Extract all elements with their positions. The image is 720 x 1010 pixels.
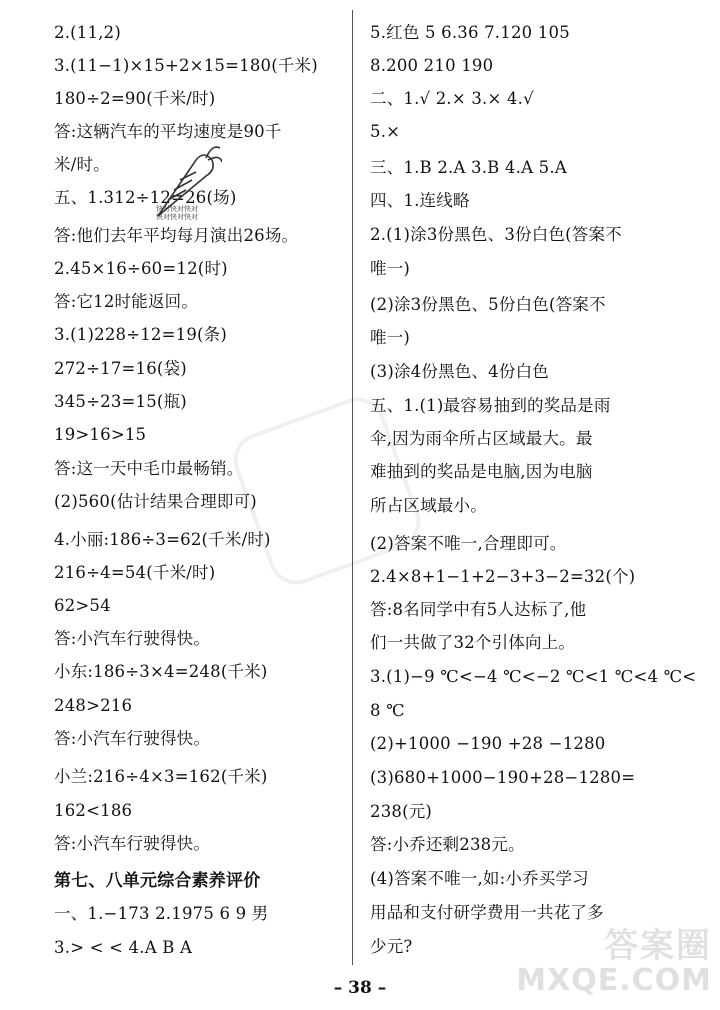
answer-line: (2)+1000 −190 +28 −1280 bbox=[370, 734, 606, 753]
corner-watermark-logo bbox=[516, 925, 712, 998]
answer-line: 3.(1)228÷12=19(条) bbox=[54, 325, 228, 344]
answer-line: 二、1.√ 2.× 3.× 4.√ bbox=[370, 89, 534, 108]
answer-line: (2)560(估计结果合理即可) bbox=[54, 492, 257, 511]
answer-line: 162<186 bbox=[54, 801, 133, 820]
watermark-line: 答案圈 bbox=[604, 925, 712, 966]
answer-line: (2)答案不唯一,合理即可。 bbox=[370, 534, 567, 553]
answer-line: 一、1.−173 2.1975 6 9 男 bbox=[54, 904, 269, 923]
answer-line: 3.(11−1)×15+2×15=180(千米) bbox=[54, 56, 318, 75]
answer-line: 180÷2=90(千米/时) bbox=[54, 89, 216, 108]
answer-line: 3.(1)−9 ℃<−4 ℃<−2 ℃<1 ℃<4 ℃< bbox=[370, 667, 697, 686]
answer-line: (3)涂4份黑色、4份白色 bbox=[370, 362, 549, 381]
stamp-text-line: 快对快对快对 bbox=[156, 205, 198, 213]
answer-line: 唯一) bbox=[370, 259, 411, 278]
answer-line: 答:它12时能返回。 bbox=[54, 292, 199, 311]
answer-line: (2)涂3份黑色、5份白色(答案不 bbox=[370, 295, 606, 314]
answer-line: 五、1.(1)最容易抽到的奖品是雨 bbox=[370, 396, 611, 415]
answer-line: 19>16>15 bbox=[54, 425, 147, 444]
page-number: – 38 – bbox=[333, 978, 387, 998]
answer-line: 答:8名同学中有5人达标了,他 bbox=[370, 600, 587, 619]
answer-line: 伞,因为雨伞所占区域最大。最 bbox=[370, 429, 593, 448]
answer-line: 2.45×16÷60=12(时) bbox=[54, 259, 228, 278]
answer-line: 答:小乔还剩238元。 bbox=[370, 835, 525, 854]
answer-line: 难抽到的奖品是电脑,因为电脑 bbox=[370, 462, 593, 481]
answer-line: 238(元) bbox=[370, 802, 433, 821]
answer-line: 5.× bbox=[370, 122, 401, 141]
answer-line: 小兰:216÷4×3=162(千米) bbox=[54, 767, 268, 786]
center-watermark-shape bbox=[226, 390, 429, 593]
answer-line: 米/时。 bbox=[54, 155, 110, 174]
answer-line: 所占区域最小。 bbox=[370, 496, 487, 515]
stamp-text-line: 快对快对快对 bbox=[156, 213, 198, 221]
watermark-line: MXQE.COM bbox=[516, 962, 712, 998]
answer-line: 2.(11,2) bbox=[54, 23, 121, 42]
answer-line: 少元? bbox=[370, 937, 413, 956]
answer-line: 四、1.连线略 bbox=[370, 191, 470, 210]
answer-line: 5.红色 5 6.36 7.120 105 bbox=[370, 23, 570, 42]
answer-line: 62>54 bbox=[54, 596, 111, 615]
answer-line: 三、1.B 2.A 3.B 4.A 5.A bbox=[370, 158, 567, 177]
answer-line: 五、1.312÷12=26(场) bbox=[54, 188, 237, 207]
answer-line: 答:小汽车行驶得快。 bbox=[54, 729, 211, 748]
answer-line: 216÷4=54(千米/时) bbox=[54, 563, 216, 582]
answer-line: 248>216 bbox=[54, 696, 133, 715]
answer-line: 小东:186÷3×4=248(千米) bbox=[54, 662, 268, 681]
answer-line: 答:他们去年平均每月演出26场。 bbox=[54, 226, 299, 245]
section-heading: 第七、八单元综合素养评价 bbox=[54, 871, 261, 891]
answer-line: 4.小丽:186÷3=62(千米/时) bbox=[54, 530, 271, 549]
answer-line: 答:小汽车行驶得快。 bbox=[54, 834, 211, 853]
answer-line: 345÷23=15(瓶) bbox=[54, 392, 187, 411]
answer-line: 272÷17=16(袋) bbox=[54, 359, 187, 378]
answer-line: 2.(1)涂3份黑色、3份白色(答案不 bbox=[370, 225, 622, 244]
answer-line: 8.200 210 190 bbox=[370, 56, 494, 75]
answer-line: 答:这一天中毛巾最畅销。 bbox=[54, 459, 244, 478]
answer-line: 用品和支付研学费用一共花了多 bbox=[370, 903, 604, 922]
answer-line: 唯一) bbox=[370, 328, 411, 347]
answer-line: 8 ℃ bbox=[370, 701, 405, 720]
stamp-label bbox=[156, 205, 198, 221]
answer-line: (4)答案不唯一,如:小乔买学习 bbox=[370, 869, 589, 888]
answer-line: 3.> < < 4.A B A bbox=[54, 938, 193, 957]
answer-line: 们一共做了32个引体向上。 bbox=[370, 633, 576, 652]
answer-line: (3)680+1000−190+28−1280= bbox=[370, 768, 636, 787]
answer-line: 2.4×8+1−1+2−3+3−2=32(个) bbox=[370, 567, 636, 586]
answer-line: 答:这辆汽车的平均速度是90千 bbox=[54, 122, 282, 141]
answer-line: 答:小汽车行驶得快。 bbox=[54, 629, 211, 648]
